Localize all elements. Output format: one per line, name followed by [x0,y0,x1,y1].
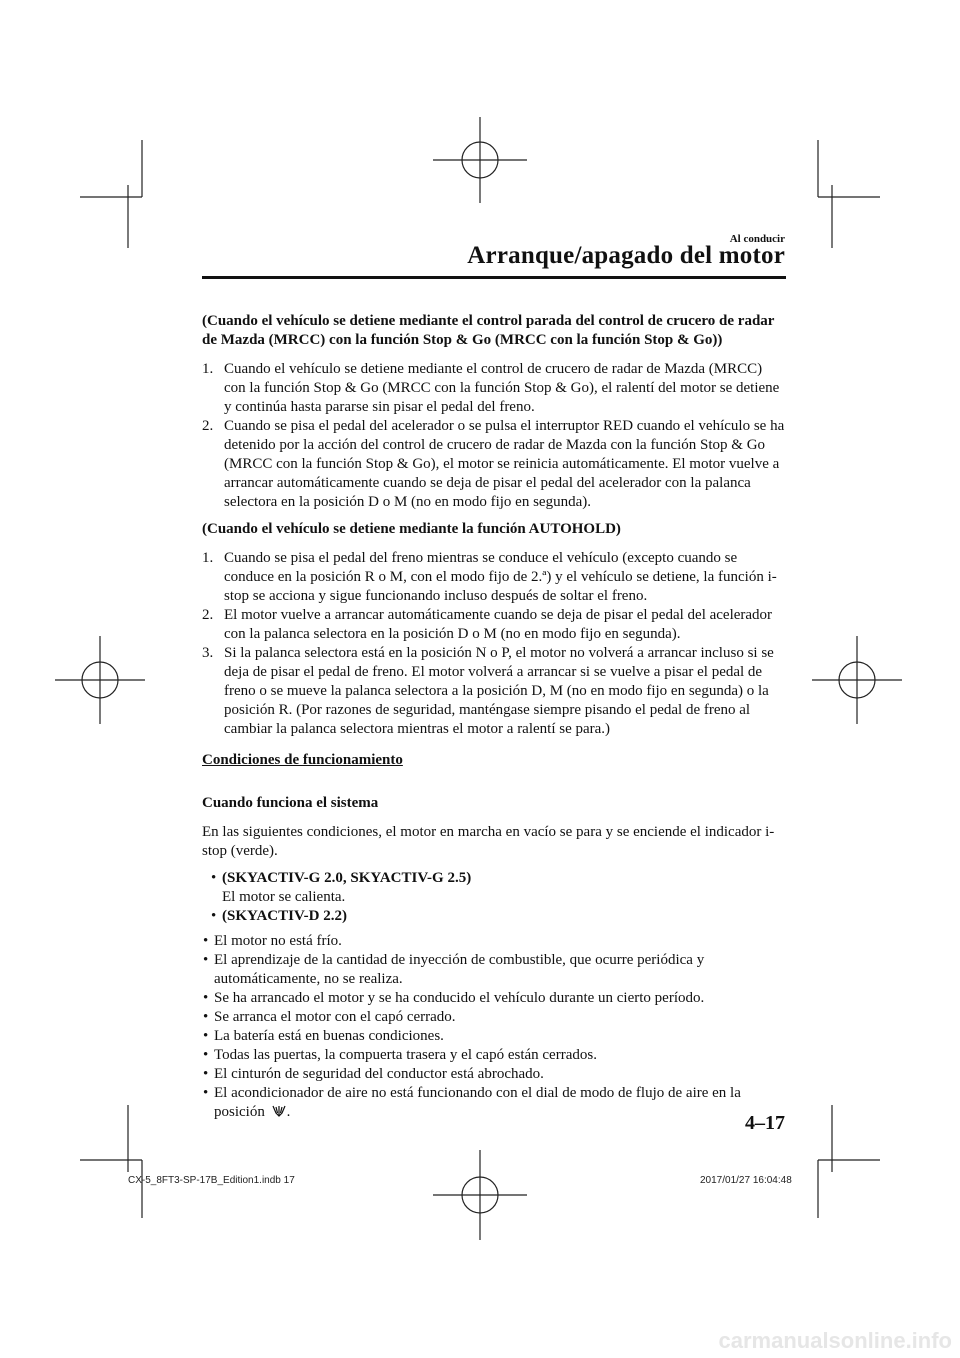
general-condition-list [202,989,787,1122]
bullet: • [203,1028,209,1044]
autohold-steps [202,549,787,739]
step-number: 2. [202,418,214,434]
engine-d-label: (SKYACTIV-D 2.2) [222,908,348,924]
footer-timestamp: 2017/01/27 16:04:48 [700,1175,792,1186]
list-item [202,989,787,1008]
autohold-step [202,644,787,739]
item-end: . [286,1104,291,1120]
step-number: 1. [202,550,214,566]
airflow-mode-icon [271,1104,287,1118]
page-content [202,312,787,1122]
footer-file: CX-5_8FT3-SP-17B_Edition1.indb 17 [128,1175,295,1186]
step-number: 1. [202,361,214,377]
autohold-step [202,606,787,644]
system-works-heading: Cuando funciona el sistema [202,795,379,811]
mrcc-heading: (Cuando el vehículo se detiene mediante el control parada del control de crucero de radar de Mazda (MRCC) con la función Stop & Go (MRCC con la función Stop & Go)) [202,313,775,348]
mrcc-step [202,417,787,512]
step-number: 2. [202,607,214,623]
item-text: La batería está en buenas condiciones. [214,1028,444,1044]
bullet: • [203,952,209,968]
item-text: El motor no está frío. [214,933,342,949]
list-item [202,1065,787,1084]
bullet: • [211,870,217,886]
bullet: • [203,933,209,949]
item-text: El aprendizaje de la cantidad de inyección de combustible, que ocurre periódica y automáticamente, no se realiza. [214,952,705,987]
engine-condition-list [210,907,787,926]
page-number: 4–17 [745,1112,785,1134]
engine-g-label: (SKYACTIV-G 2.0, SKYACTIV-G 2.5) [222,870,472,886]
engine-g-note: El motor se calienta. [222,889,346,905]
list-item [202,951,787,989]
step-text: Si la palanca selectora está en la posición N o P, el motor no volverá a arrancar incluso si se deja de pisar el pedal de freno. El motor volverá a arrancar si se vuelve a pisar el pedal de freno o se mueve la palanca selectora a la posición D, M (no en modo fijo en segunda) o la posición R. (Por razones de seguridad, manténgase siempre pisando el pedal de freno al cambiar la palanca selectora mientras el motor a ralentí se para.) [224,645,774,737]
step-text: Cuando se pisa el pedal del freno mientras se conduce el vehículo (excepto cuando se conduce en la posición R o M, con el modo fijo de 2.ª) y el vehículo se detiene, la función i-stop se acciona y sigue funcionando incluso después de soltar el freno. [224,550,777,604]
page-title: Arranque/apagado del motor [467,242,785,269]
list-item [202,1046,787,1065]
mrcc-step [202,360,787,417]
bullet: • [203,1085,209,1101]
bullet: • [211,908,217,924]
list-item [202,1027,787,1046]
step-text: El motor vuelve a arrancar automáticamente cuando se deja de pisar el pedal del acelerador con la palanca selectora en la posición D o M (no en modo fijo en segunda). [224,607,773,642]
list-item [202,1084,787,1122]
step-text: Cuando el vehículo se detiene mediante el control de crucero de radar de Mazda (MRCC) con la función Stop & Go (MRCC con la función Stop & Go), el ralentí del motor se detiene y continúa hasta pararse sin pisar el pedal del freno. [224,361,780,415]
list-item [210,907,787,926]
step-number: 3. [202,645,214,661]
autohold-heading: (Cuando el vehículo se detiene mediante la función AUTOHOLD) [202,521,621,537]
step-text: Cuando se pisa el pedal del acelerador o se pulsa el interruptor RED cuando el vehículo se ha detenido por la acción del control de crucero de radar de Mazda con la función Stop & Go (MRCC con la función Stop & Go), el motor se reinicia automáticamente. El motor vuelve a arrancar automáticamente cuando se deja de pisar el pedal del acelerador con la palanca selectora en la posición D o M (no en modo fijo en segunda). [224,418,785,510]
list-item [202,1008,787,1027]
item-text: El acondicionador de aire no está funcionando con el dial de modo de flujo de aire en la posición [214,1085,741,1120]
list-item [202,932,787,951]
item-text: Todas las puertas, la compuerta trasera y el capó están cerrados. [214,1047,597,1063]
bullet: • [203,1066,209,1082]
title-rule [202,276,786,279]
watermark: carmanualsonline.info [718,1328,952,1353]
item-text: Se arranca el motor con el capó cerrado. [214,1009,456,1025]
autohold-step [202,549,787,606]
mrcc-steps [202,360,787,512]
diesel-condition-list [202,932,787,989]
conditions-intro: En las siguientes condiciones, el motor en marcha en vacío se para y se enciende el indicador i-stop (verde). [202,824,775,859]
bullet: • [203,1009,209,1025]
conditions-heading: Condiciones de funcionamiento [202,752,403,768]
engine-condition-list [210,869,787,888]
list-item [210,869,787,888]
item-text: Se ha arrancado el motor y se ha conducido el vehículo durante un cierto período. [214,990,705,1006]
item-text: El cinturón de seguridad del conductor está abrochado. [214,1066,544,1082]
bullet: • [203,1047,209,1063]
bullet: • [203,990,209,1006]
section-label: Al conducir [729,233,785,245]
